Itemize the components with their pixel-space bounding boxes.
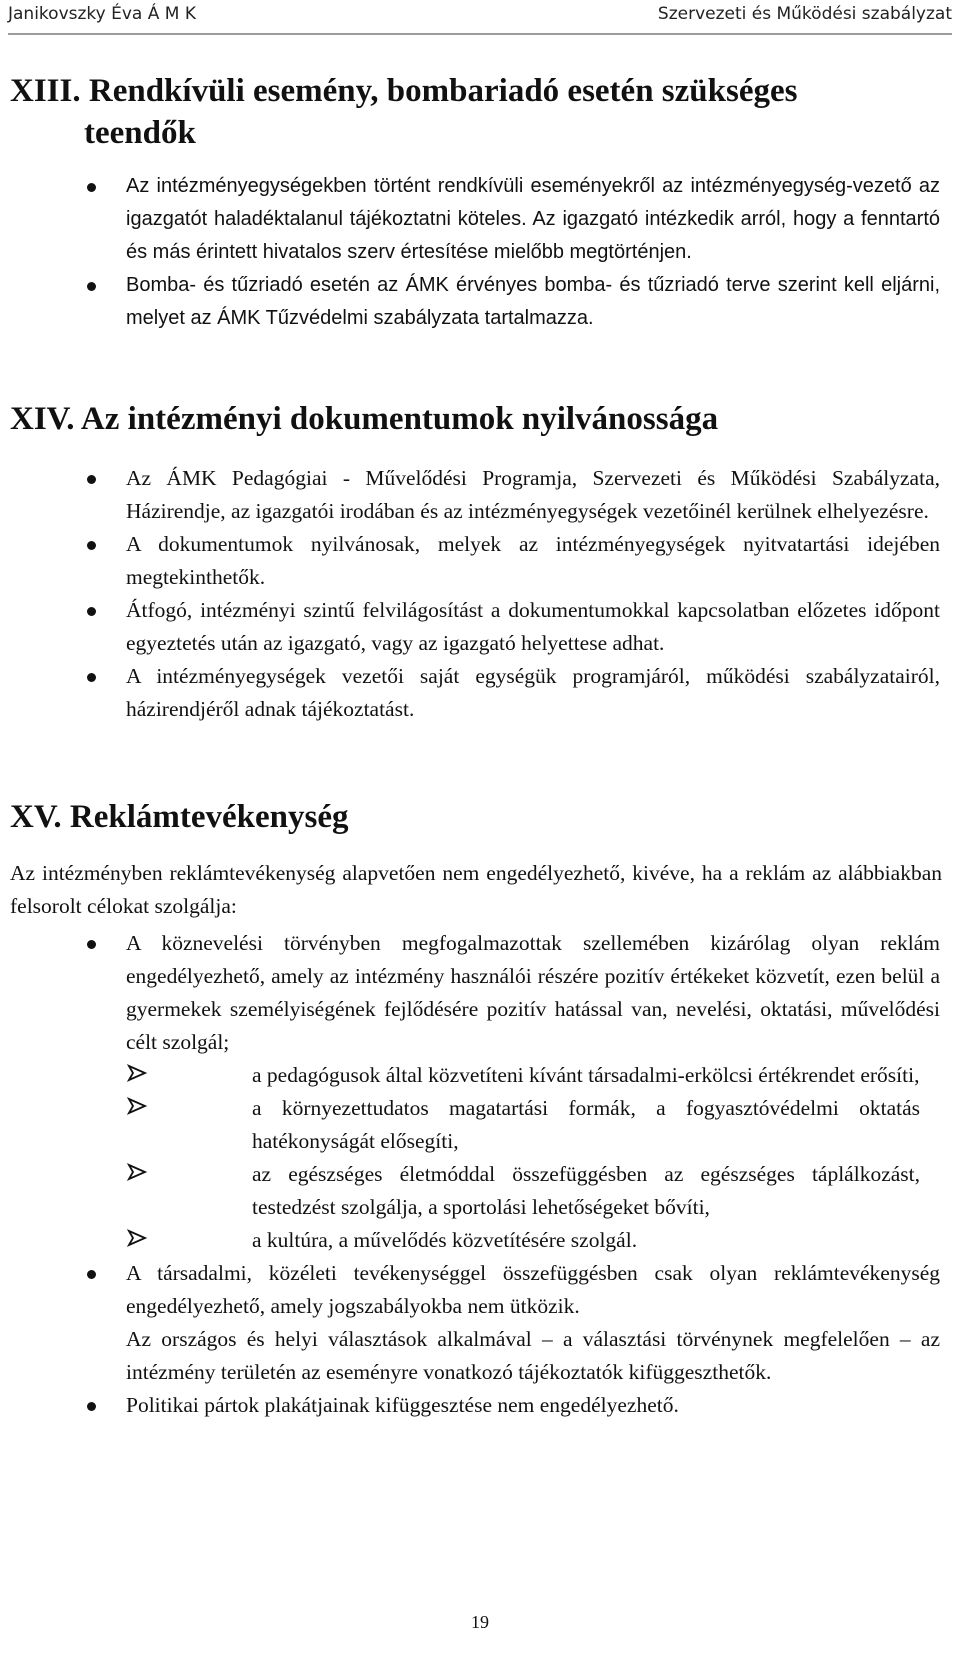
- bullet-icon: [86, 1257, 100, 1271]
- section-15-heading: XV. Reklámtevékenység: [10, 799, 349, 835]
- bullet-icon: [86, 269, 100, 283]
- page-number: 19: [471, 1612, 489, 1632]
- section-14-list: [0, 462, 960, 726]
- arrowhead-icon: [126, 1161, 148, 1183]
- sub-list-item-text: a kultúra, a művelődés közvetítésére szolgál.: [252, 1228, 638, 1252]
- list-item: [0, 170, 960, 269]
- header-divider: [8, 33, 952, 35]
- bullet-icon: [86, 927, 100, 941]
- list-item-text: Átfogó, intézményi szintű felvilágosítást a dokumentumokkal kapcsolatban előzetes időpont egyeztetés után az igazgató, vagy az igazgató helyettese adhat.: [126, 598, 940, 655]
- list-item: [0, 462, 960, 528]
- bullet-icon: [86, 660, 100, 674]
- section-14-heading: XIV. Az intézményi dokumentumok nyilvánossága: [10, 401, 719, 437]
- list-item: [0, 269, 960, 335]
- list-item: [0, 927, 960, 1257]
- list-item: [0, 1257, 960, 1389]
- sub-list: [126, 1059, 940, 1257]
- list-item: [0, 594, 960, 660]
- list-item-text: Politikai pártok plakátjainak kifüggesztése nem engedélyezhető.: [126, 1393, 679, 1417]
- list-item-text: A köznevelési törvényben megfogalmazottak szellemében kizárólag olyan reklám engedélyezhető, amely az intézmény használói részére pozitív értékeket közvetít, ezen belül a gyermekek személyiségének fejlődésére pozitív hatással van, nevelési, oktatási, művelődési célt szolgál;: [126, 931, 940, 1054]
- bullet-icon: [86, 594, 100, 608]
- list-item-extra-paragraph: Az országos és helyi választások alkalmával – a választási törvénynek megfelelően – az intézmény területén az eseményre vonatkozó tájékoztatók kifüggeszthetők.: [126, 1327, 940, 1384]
- bullet-icon: [86, 462, 100, 476]
- sub-list-item-text: az egészséges életmóddal összefüggésben az egészséges táplálkozást, testedzést szolgálja, a sportolási lehetőségeket bővíti,: [252, 1162, 920, 1219]
- header-author: Janikovszky Éva Á M K: [8, 4, 196, 24]
- list-item-text: A dokumentumok nyilvánosak, melyek az intézményegységek nyitvatartási idejében megtekinthetők.: [126, 532, 940, 589]
- section-13-heading: [10, 70, 797, 154]
- sub-list-item: [126, 1158, 940, 1224]
- section-13-list: [0, 170, 960, 335]
- section-13-title-line1: XIII. Rendkívüli esemény, bombariadó esetén szükséges: [10, 73, 798, 109]
- arrowhead-icon: [126, 1062, 148, 1084]
- sub-list-item-text: a pedagógusok által közvetíteni kívánt társadalmi-erkölcsi értékrendet erősíti,: [252, 1063, 920, 1087]
- sub-list-item-text: a környezettudatos magatartási formák, a fogyasztóvédelmi oktatás hatékonyságát elősegíti,: [252, 1096, 920, 1153]
- section-15-list: [0, 927, 960, 1422]
- list-item: [0, 528, 960, 594]
- list-item-text: A intézményegységek vezetői saját egységük programjáról, működési szabályzatairól, házirendjéről adnak tájékoztatást.: [126, 664, 940, 721]
- list-item-text: Az ÁMK Pedagógiai - Művelődési Programja, Szervezeti és Működési Szabályzata, Házirendje, az igazgatói irodában és az intézményegységek vezetőinél kerülnek elhelyezésre.: [126, 466, 940, 523]
- section-15-intro: Az intézményben reklámtevékenység alapvetően nem engedélyezhető, kivéve, ha a reklám az alábbiakban felsorolt célokat szolgálja:: [10, 861, 942, 918]
- arrowhead-icon: [126, 1227, 148, 1249]
- bullet-icon: [86, 170, 100, 184]
- header-document-title: Szervezeti és Működési szabályzat: [657, 4, 952, 24]
- list-item-text: A társadalmi, közéleti tevékenységgel összefüggésben csak olyan reklámtevékenység engedélyezhető, amely jogszabályokba nem ütközik.: [126, 1261, 940, 1318]
- arrowhead-icon: [126, 1095, 148, 1117]
- section-13-title-line2: teendők: [84, 115, 196, 151]
- bullet-icon: [86, 528, 100, 542]
- sub-list-item: [126, 1224, 940, 1257]
- list-item-text: Bomba- és tűzriadó esetén az ÁMK érvényes bomba- és tűzriadó terve szerint kell eljárni, melyet az ÁMK Tűzvédelmi szabályzata tartalmazza.: [126, 274, 940, 329]
- list-item: [0, 660, 960, 726]
- page-header: [0, 0, 960, 36]
- list-item-text: Az intézményegységekben történt rendkívüli eseményekről az intézményegység-vezető az igazgatót haladéktalanul tájékoztatni köteles. Az igazgató intézkedik arról, hogy a fenntartó és más érintett hivatalos szerv értesítése mielőbb megtörténjen.: [126, 175, 940, 263]
- bullet-icon: [86, 1389, 100, 1403]
- sub-list-item: [126, 1059, 940, 1092]
- list-item: [0, 1389, 960, 1422]
- sub-list-item: [126, 1092, 940, 1158]
